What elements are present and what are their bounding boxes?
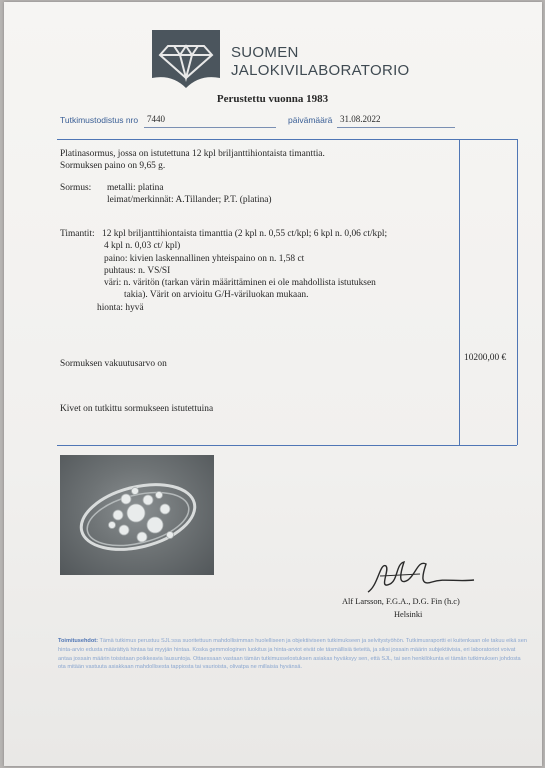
number-underline <box>144 127 276 128</box>
diamonds-label: Timantit: <box>60 229 95 239</box>
ring-photo <box>60 455 214 575</box>
examination-note: Kivet on tutkittu sormukseen istutettuina <box>60 404 214 414</box>
insurance-value: 10200,00 € <box>464 353 507 363</box>
signatory-city: Helsinki <box>394 610 423 619</box>
terms-text: Tämä tutkimus perustuu SJL:ssa suoritettuun mahdollisimman huolelliseen ja objektiiviseen tutkimukseen ja selvitystyöhön. Tutkimusraportti ei kuitenkaan ole takuu eikä sen hinta-arvio edusta määrättyä hintaa tai myyjän hintaa. Koska gemmologinen luokitus ja hinta-arviot eivät ole täsmällisiä tieteitä, ja siksi jossain määrin subjektiivisia, eri laboratoriot voivat antaa jossain määrin toisistaan poikkeavia lausuntoja. Ottaessaan vastaan tämän tutkimusselostuksen asiakas hyväksyy sen, että SJL, tai sen henkilökunta ei tämän tutkimuksen johdosta ota mitään vastuuta asiakkaan mahdollisesta tappiosta tai vaurioista, olivatpa ne millaisia hyvänsä. <box>58 638 527 671</box>
brand-line-1: SUOMEN <box>231 44 299 61</box>
diamond-logo-icon <box>150 28 222 90</box>
date-label: päivämäärä <box>288 115 333 125</box>
frame-right-line <box>517 139 518 445</box>
description-line-1: Platinasormus, jossa on istutettuna 12 kpl briljanttihiontaista timanttia. <box>60 149 325 159</box>
frame-bottom-line <box>57 445 517 446</box>
signature-icon <box>360 556 480 600</box>
ring-marks: leimat/merkinnät: A.Tillander; P.T. (platina) <box>107 195 272 205</box>
founded-text: Perustettu vuonna 1983 <box>216 93 329 105</box>
diamonds-line-2: 4 kpl n. 0,03 ct/ kpl) <box>104 241 181 251</box>
date-underline <box>337 127 455 128</box>
frame-top-line <box>57 139 517 140</box>
diamonds-color-2: takia). Värit on arvioitu G/H-väriluokan mukaan. <box>124 290 309 300</box>
diamonds-weight: paino: kivien laskennallinen yhteispaino on n. 1,58 ct <box>104 254 305 264</box>
certificate-number-label: Tutkimustodistus nro <box>60 115 139 125</box>
certificate-date: 31.08.2022 <box>340 114 381 124</box>
description-line-2: Sormuksen paino on 9,65 g. <box>60 161 166 171</box>
terms-footer <box>58 637 528 672</box>
diamonds-clarity: puhtaus: n. VS/SI <box>104 266 171 276</box>
frame-divider-line <box>459 139 460 445</box>
ring-photo-icon <box>60 455 214 575</box>
ring-metal: metalli: platina <box>107 183 164 193</box>
terms-heading: Toimitusehdot: <box>58 638 98 644</box>
diamonds-color-1: väri: n. väritön (tarkan värin määrittäminen ei ole mahdollista istutuksen <box>104 278 376 288</box>
ring-label: Sormus: <box>60 183 92 193</box>
insurance-label: Sormuksen vakuutusarvo on <box>60 359 167 369</box>
diamonds-cut: hionta: hyvä <box>97 303 144 313</box>
signatory-name: Alf Larsson, F.G.A., D.G. Fin (h.c) <box>342 597 460 606</box>
brand-name <box>231 44 410 80</box>
certificate-number: 7440 <box>147 114 165 124</box>
diamonds-line-1: 12 kpl briljanttihiontaista timanttia (2 kpl n. 0,55 ct/kpl; 6 kpl n. 0,06 ct/kpl; <box>102 229 388 239</box>
brand-line-2: JALOKIVILABORATORIO <box>231 62 410 79</box>
